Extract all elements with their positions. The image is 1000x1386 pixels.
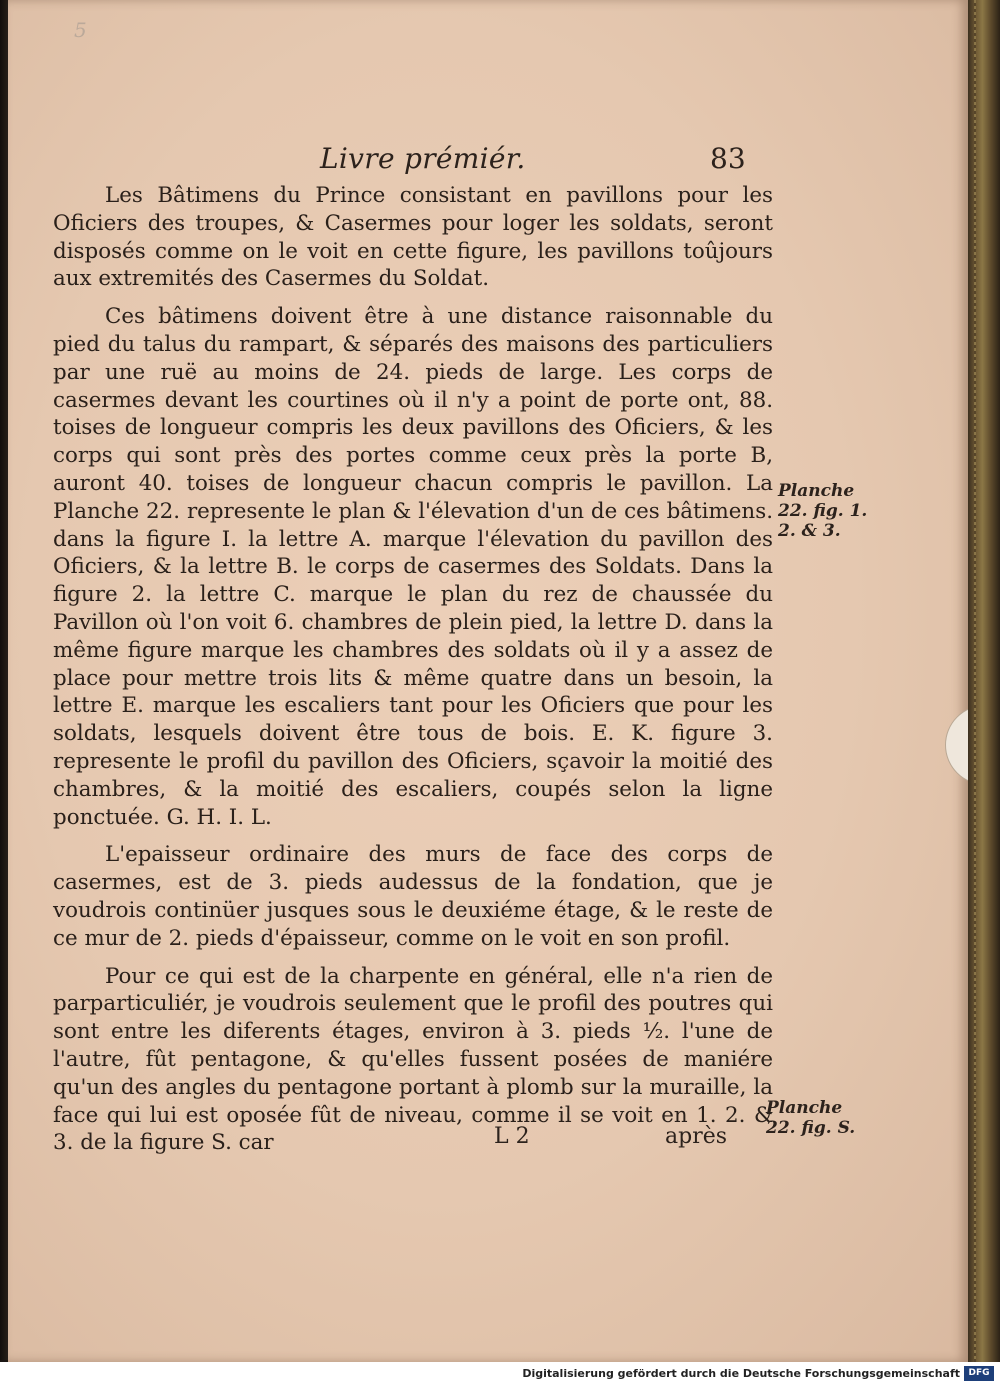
margin-note-1-line-2: 22. fig. 1. xyxy=(778,501,868,521)
catchword: après xyxy=(665,1124,728,1149)
paragraph-2: Ces bâtimens doivent être à une distance raisonnable du pied du talus du rampart, & séparés des maisons des particuliers par une ruë au moins de 24. pieds de large. Les corps de casermes devant les courtines où il n'y a point de porte ont, 88. toises de longueur compris les deux pavillons des Oficiers, & les corps qui sont près des portes comme ceux près la porte B, auront 40. toises de longueur chacun compris le pavillon. La Planche 22. represente le plan & l'élevation d'un de ces bâtimens. dans la figure I. la lettre A. marque l'élevation du pavillon des Oficiers, & la lettre B. le corps de casermes des Soldats. Dans la figure 2. la lettre C. marque le plan du rez de chaussée du Pavillon où l'on voit 6. chambres de plein pied, la lettre D. dans la même figure marque les chambres des soldats où il y a assez de place pour mettre trois lits & même quatre dans un besoin, la lettre E. marque les escaliers tant pour les Oficiers que pour les soldats, lesquels doivent être tous de bois. E. K. figure 3. represente le profil du pavillon des Oficiers, sçavoir la moitié des chambres, & la moitié des escaliers, coupés selon la ligne ponctuée. G. H. I. L. xyxy=(53,304,773,830)
signature-mark: L 2 xyxy=(494,1124,530,1149)
margin-note-1-line-3: 2. & 3. xyxy=(778,521,841,541)
page-number: 83 xyxy=(710,142,746,175)
paragraph-3: L'epaisseur ordinaire des murs de face des corps de casermes, est de 3. pieds audessus de la fondation, que je voudrois continüer jusques sous le deuxiéme étage, & le reste de ce mur de 2. pieds d'épaisseur, comme on le voit en son profil. xyxy=(53,842,773,951)
paragraph-1: Les Bâtimens du Prince consistant en pavillons pour les Oficiers des troupes, & Casermes pour loger les soldats, seront disposés comme on le voit en cette figure, les pavillons toûjours aux extremités des Casermes du Soldat. xyxy=(53,183,773,292)
dfg-logo: DFG xyxy=(964,1366,994,1381)
funding-credit: Digitalisierung gefördert durch die Deutsche Forschungsgemeinschaft xyxy=(522,1367,960,1380)
footer-bar xyxy=(0,1362,1000,1386)
margin-note-2-line-1: Planche xyxy=(766,1098,843,1118)
margin-note-1 xyxy=(778,481,867,541)
book-spine xyxy=(968,0,1000,1362)
pencil-mark: 5 xyxy=(74,18,87,42)
margin-note-2-line-2: 22. fig. S. xyxy=(766,1118,856,1138)
book-page xyxy=(8,0,968,1362)
paragraph-4: Pour ce qui est de la charpente en général, elle n'a rien de parparticuliér, je voudrois seulement que le profil des poutres qui sont entre les diferents étages, environ à 3. pieds ½. l'une de l'autre, fût pentagone, & qu'elles fussent posées de maniére qu'un des angles du pentagone portant à plomb sur la muraille, la face qui lui est oposée fût de niveau, comme il se voit en 1. 2. & 3. de la figure S. car xyxy=(53,963,773,1156)
running-head xyxy=(8,142,968,182)
running-title: Livre prémiér. xyxy=(320,142,526,175)
body-text xyxy=(53,182,773,1167)
margin-note-1-line-1: Planche xyxy=(778,481,855,501)
page-footer-line xyxy=(8,1124,968,1154)
